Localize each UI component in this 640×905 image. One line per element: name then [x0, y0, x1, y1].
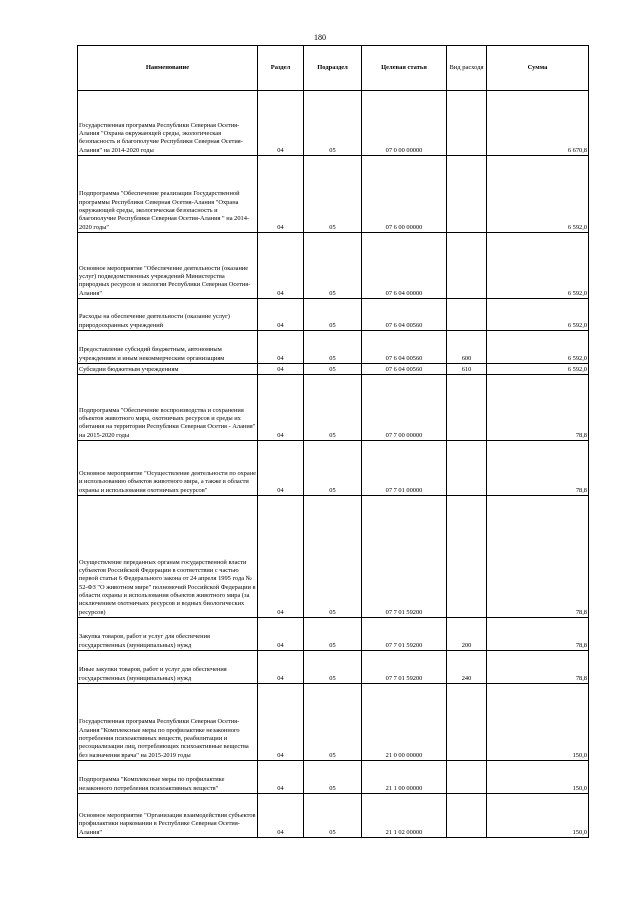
row-target-article: 21 1 02 00000	[362, 794, 447, 838]
row-expense-type: 600	[447, 331, 487, 364]
row-expense-type: 200	[447, 618, 487, 651]
row-name: Закупка товаров, работ и услуг для обеспечения государственных (муниципальных) нужд	[78, 618, 258, 651]
row-razdel: 04	[258, 156, 304, 233]
row-sum: 150,0	[487, 761, 589, 794]
row-sum: 78,8	[487, 618, 589, 651]
row-name: Осуществление переданных органам государственной власти субъектов Российской Федерации в соответствии с частью первой статьи 6 Федерального закона от 24 апреля 1995 года № 52-ФЗ "О животном мире" полномочий Российской Федерации в области охраны и использования объектов животного мира (за исключением охотничьих ресурсов и водных биологических ресурсов)	[78, 496, 258, 618]
row-name: Предоставление субсидий бюджетным, автономным учреждениям и иным некоммерческим организациям	[78, 331, 258, 364]
table-row	[78, 441, 589, 496]
row-sum: 78,8	[487, 441, 589, 496]
row-name: Субсидии бюджетным учреждениям	[78, 364, 258, 375]
table-row	[78, 233, 589, 299]
row-podrazdel: 05	[304, 441, 362, 496]
row-expense-type	[447, 233, 487, 299]
row-target-article: 07 7 01 59200	[362, 618, 447, 651]
row-razdel: 04	[258, 794, 304, 838]
row-podrazdel: 05	[304, 496, 362, 618]
row-expense-type	[447, 441, 487, 496]
row-podrazdel: 05	[304, 618, 362, 651]
row-podrazdel: 05	[304, 684, 362, 761]
table-row	[78, 375, 589, 441]
row-sum: 150,0	[487, 684, 589, 761]
row-sum: 150,0	[487, 794, 589, 838]
table-row	[78, 651, 589, 684]
row-expense-type: 610	[447, 364, 487, 375]
row-name: Государственная программа Республики Северная Осетия-Алания "Комплексные меры по профилактике незаконного потребления психоактивных веществ, реабилитации и ресоциализации лиц, потребляющих психоактивные вещества без назначения врача" на 2015-2019 годы	[78, 684, 258, 761]
column-header-razdel: Раздел	[258, 46, 304, 91]
row-razdel: 04	[258, 496, 304, 618]
row-razdel: 04	[258, 91, 304, 156]
row-razdel: 04	[258, 331, 304, 364]
row-expense-type: 240	[447, 651, 487, 684]
row-sum: 6 670,8	[487, 91, 589, 156]
row-razdel: 04	[258, 299, 304, 331]
row-target-article: 21 0 00 00000	[362, 684, 447, 761]
row-razdel: 04	[258, 441, 304, 496]
row-target-article: 07 7 01 59200	[362, 651, 447, 684]
row-target-article: 07 7 01 00000	[362, 441, 447, 496]
row-name: Иные закупки товаров, работ и услуг для обеспечения государственных (муниципальных) нужд	[78, 651, 258, 684]
row-podrazdel: 05	[304, 233, 362, 299]
row-target-article: 07 6 00 00000	[362, 156, 447, 233]
row-podrazdel: 05	[304, 91, 362, 156]
table-row	[78, 299, 589, 331]
table-row	[78, 618, 589, 651]
row-expense-type	[447, 496, 487, 618]
table-row	[78, 364, 589, 375]
column-header-target-article: Целевая статья	[362, 46, 447, 91]
row-podrazdel: 05	[304, 299, 362, 331]
row-expense-type	[447, 156, 487, 233]
table-row	[78, 794, 589, 838]
row-expense-type	[447, 684, 487, 761]
row-name: Подпрограмма "Обеспечение реализации Государственной программы Республики Северная Осетия-Алания "Охрана окружающей среды, экологическая безопасность и благополучие Республики Северная Осетия-Алания " на 2014-2020 годы"	[78, 156, 258, 233]
row-podrazdel: 05	[304, 364, 362, 375]
row-razdel: 04	[258, 233, 304, 299]
row-razdel: 04	[258, 364, 304, 375]
column-header-sum: Сумма	[487, 46, 589, 91]
column-header-podrazdel: Подраздел	[304, 46, 362, 91]
row-podrazdel: 05	[304, 794, 362, 838]
table-row	[78, 496, 589, 618]
row-name: Подпрограмма "Обеспечение воспроизводства и сохранения объектов животного мира, охотничьих ресурсов и среды их обитания на территории Республики Северная Осетия - Алания" на 2015-2020 годы	[78, 375, 258, 441]
row-sum: 78,8	[487, 651, 589, 684]
row-name: Основное мероприятие "Обеспечение деятельности (оказание услуг) подведомственных учреждений Министерства природных ресурсов и экологии Республики Северная Осетия-Алания"	[78, 233, 258, 299]
table-row	[78, 761, 589, 794]
row-razdel: 04	[258, 684, 304, 761]
row-name: Государственная программа Республики Северная Осетия-Алания "Охрана окружающей среды, экологическая безопасность и благополучие Республики Северная Осетия-Алания" на 2014-2020 годы	[78, 91, 258, 156]
table-row	[78, 331, 589, 364]
row-podrazdel: 05	[304, 761, 362, 794]
row-expense-type	[447, 375, 487, 441]
row-expense-type	[447, 794, 487, 838]
row-expense-type	[447, 761, 487, 794]
row-sum: 6 592,0	[487, 299, 589, 331]
row-target-article: 07 6 04 00560	[362, 331, 447, 364]
row-razdel: 04	[258, 618, 304, 651]
row-target-article: 07 6 04 00000	[362, 233, 447, 299]
row-sum: 78,8	[487, 375, 589, 441]
row-expense-type	[447, 299, 487, 331]
row-razdel: 04	[258, 651, 304, 684]
row-target-article: 07 0 00 00000	[362, 91, 447, 156]
table-row	[78, 684, 589, 761]
row-target-article: 21 1 00 00000	[362, 761, 447, 794]
row-podrazdel: 05	[304, 156, 362, 233]
row-expense-type	[447, 91, 487, 156]
row-sum: 6 592,0	[487, 233, 589, 299]
row-sum: 6 592,0	[487, 331, 589, 364]
row-sum: 6 592,0	[487, 156, 589, 233]
row-name: Подпрограмма "Комплексные меры по профилактике незаконного потребления психоактивных веществ"	[78, 761, 258, 794]
column-header-expense-type: Вид расходя	[447, 46, 487, 91]
table-row	[78, 91, 589, 156]
row-name: Основное мероприятие "Осуществление деятельности по охране и использованию объектов животного мира, а также в области охраны и использования охотничьих ресурсов"	[78, 441, 258, 496]
row-razdel: 04	[258, 375, 304, 441]
row-target-article: 07 6 04 00560	[362, 364, 447, 375]
row-name: Основное мероприятие "Организация взаимодействия субъектов профилактики наркомании в Республике Северная Осетия-Алания"	[78, 794, 258, 838]
row-target-article: 07 6 04 00560	[362, 299, 447, 331]
row-podrazdel: 05	[304, 375, 362, 441]
column-header-name: Наименование	[78, 46, 258, 91]
row-podrazdel: 05	[304, 331, 362, 364]
page-number: 180	[314, 33, 326, 42]
row-name: Расходы на обеспечение деятельности (оказание услуг) природоохранных учреждений	[78, 299, 258, 331]
table-header-row	[78, 46, 589, 91]
row-podrazdel: 05	[304, 651, 362, 684]
budget-table	[77, 45, 589, 838]
row-sum: 6 592,0	[487, 364, 589, 375]
row-razdel: 04	[258, 761, 304, 794]
row-sum: 78,8	[487, 496, 589, 618]
row-target-article: 07 7 00 00000	[362, 375, 447, 441]
row-target-article: 07 7 01 59200	[362, 496, 447, 618]
table-row	[78, 156, 589, 233]
